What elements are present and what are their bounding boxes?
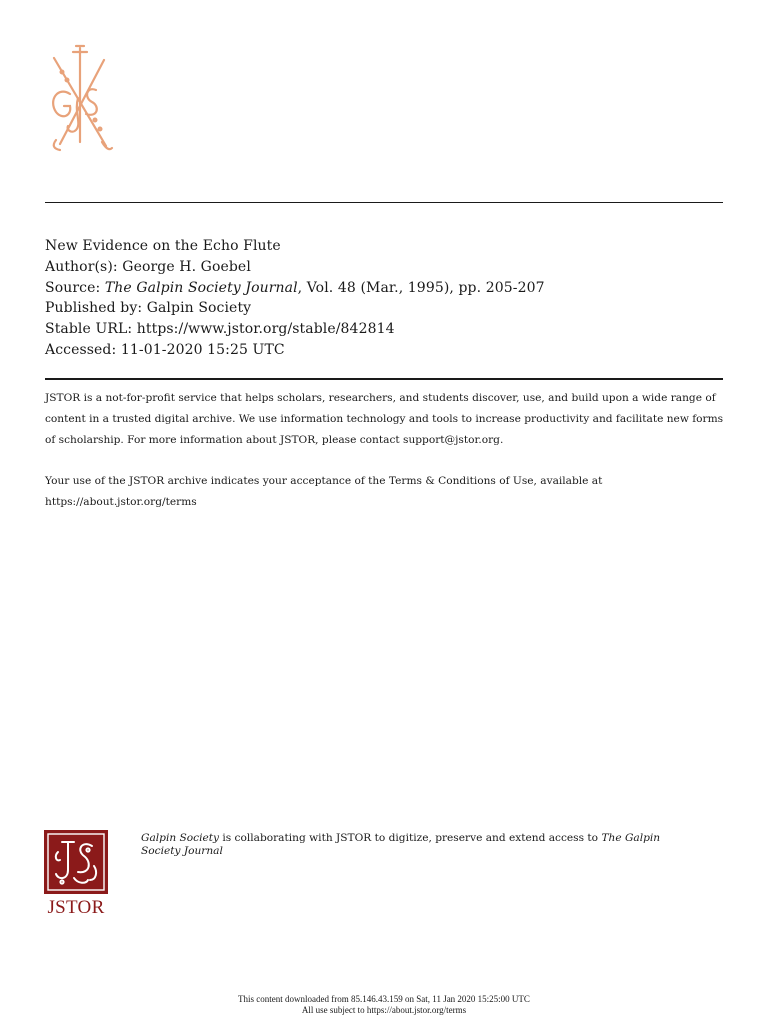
notice-paragraph-terms: Your use of the JSTOR archive indicates your acceptance of the Terms & Conditions of Use, available at https://about.jstor.org/terms bbox=[45, 475, 603, 508]
publisher-value: Galpin Society bbox=[146, 300, 252, 317]
article-metadata bbox=[45, 236, 545, 361]
galpin-society-logo bbox=[40, 42, 118, 154]
accessed-value: 11-01-2020 15:25 UTC bbox=[120, 341, 285, 358]
collab-journal: The Galpin Society Journal bbox=[141, 832, 661, 857]
authors-line bbox=[45, 257, 545, 278]
stable-url-line bbox=[45, 319, 545, 340]
middle-divider bbox=[45, 378, 723, 380]
stable-url-label: Stable URL: bbox=[45, 321, 133, 338]
download-footer bbox=[0, 994, 768, 1016]
source-line bbox=[45, 278, 545, 299]
authors-value: George H. Goebel bbox=[122, 258, 251, 275]
publisher-line bbox=[45, 298, 545, 319]
source-journal[interactable]: The Galpin Society Journal bbox=[104, 279, 298, 296]
crossed-instruments-emblem-icon bbox=[40, 42, 118, 154]
publisher-label: Published by: bbox=[45, 300, 143, 317]
footer-download-info: This content downloaded from 85.146.43.159 on Sat, 11 Jan 2020 15:25:00 UTC bbox=[238, 994, 530, 1004]
notice-paragraph-about: JSTOR is a not-for-profit service that helps scholars, researchers, and students discover, use, and build upon a wide range of content in a trusted digital archive. We use information technology and tools to increase productivity and facilitate new forms of scholarship. For more information about JSTOR, please contact support@jstor.org. bbox=[45, 392, 724, 446]
article-title: New Evidence on the Echo Flute bbox=[45, 238, 281, 254]
authors-label: Author(s): bbox=[45, 258, 118, 275]
accessed-line bbox=[45, 340, 545, 361]
source-label: Source: bbox=[45, 279, 101, 296]
source-details: , Vol. 48 (Mar., 1995), pp. 205-207 bbox=[297, 279, 545, 296]
top-divider bbox=[45, 202, 723, 203]
footer-terms: All use subject to https://about.jstor.org/terms bbox=[301, 1005, 467, 1015]
jstor-seal-emblem-icon bbox=[44, 830, 108, 894]
collab-text: is collaborating with JSTOR to digitize, preserve and extend access to bbox=[219, 832, 602, 844]
collab-publisher: Galpin Society bbox=[141, 832, 219, 844]
jstor-wordmark: JSTOR bbox=[47, 897, 105, 918]
accessed-label: Accessed: bbox=[45, 341, 117, 358]
collaboration-statement bbox=[141, 832, 701, 858]
jstor-notice bbox=[45, 388, 735, 513]
stable-url-link[interactable]: https://www.jstor.org/stable/842814 bbox=[136, 321, 395, 338]
